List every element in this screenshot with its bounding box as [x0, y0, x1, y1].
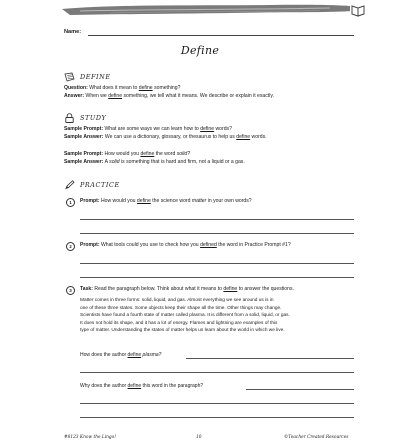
practice-number-1: 1 [66, 198, 75, 207]
page-title: Define [180, 44, 220, 57]
answer-line[interactable] [80, 277, 354, 278]
study-prompt-2: Sample Prompt: How would you define the word solid? [64, 151, 191, 157]
answer-line[interactable] [80, 403, 354, 404]
practice-prompt-1: Prompt: How would you define the science word matter in your own words? [80, 198, 252, 204]
matter-paragraph [80, 297, 356, 335]
practice-number-2: 2 [66, 242, 75, 251]
book-icon [350, 3, 366, 16]
answer-line[interactable] [80, 372, 354, 373]
practice-number-3: 3 [66, 286, 75, 295]
practice-prompt-2: Prompt: What tools could you use to check how you defined the word in Practice Prompt #1? [80, 242, 291, 248]
name-input-line[interactable] [88, 35, 354, 36]
answer-line[interactable] [246, 389, 354, 390]
practice-section-heading [64, 180, 120, 190]
define-section-heading [64, 72, 111, 82]
notebook-icon [64, 72, 75, 82]
lock-icon [64, 113, 75, 123]
define-heading-label: DEFINE [80, 73, 111, 81]
header-banner [0, 0, 400, 24]
study-answer-2: Sample Answer: A solid is something that is hard and firm, not a liquid or a gas. [64, 159, 245, 165]
define-question: Question: What does it mean to define something? [64, 85, 181, 91]
answer-line[interactable] [186, 358, 354, 359]
paragraph-line: type of matter. Understanding the states of matter helps us learn about the world in which we live. [80, 328, 285, 334]
sub-question-2: Why does the author define this word in the paragraph? [80, 383, 204, 389]
answer-line[interactable] [80, 263, 354, 264]
name-label: Name: [64, 29, 82, 35]
paragraph-line: one of these three states. Some objects keep their shape all the time. Other things may change. [80, 305, 282, 311]
footer-book-title: #8123 Know the Lingo! [64, 435, 116, 440]
answer-line[interactable] [80, 233, 354, 234]
pencil-icon [64, 180, 75, 190]
paragraph-line: It does not hold its shape, and it has a lot of energy. Flames and lightning are examples of this [80, 320, 278, 326]
study-answer-1: Sample Answer: We can use a dictionary, glossary, or thesaurus to help us define words. [64, 134, 267, 140]
study-heading-label: STUDY [80, 114, 107, 122]
footer-page-number: 10 [196, 435, 202, 440]
footer-publisher: ©Teacher Created Resources [284, 435, 349, 440]
answer-line[interactable] [80, 219, 354, 220]
paragraph-line: Scientists have found a fourth state of matter called plasma. It is different from a solid, liquid, or gas. [80, 313, 290, 319]
study-section-heading [64, 113, 106, 123]
sub-question-1: How does the author define plasma? [80, 352, 162, 358]
practice-heading-label: PRACTICE [80, 181, 120, 189]
answer-line[interactable] [80, 417, 354, 418]
practice-task-3: Task: Read the paragraph below. Think about what it means to define to answer the questions. [80, 286, 294, 292]
study-prompt-1: Sample Prompt: What are some ways we can learn how to define words? [64, 126, 232, 132]
paragraph-line: Matter comes in three forms: solid, liquid, and gas. Almost everything we see around us is in [80, 298, 274, 303]
define-answer: Answer: When we define something, we tell what it means. We describe or explain it exactly. [64, 93, 274, 99]
